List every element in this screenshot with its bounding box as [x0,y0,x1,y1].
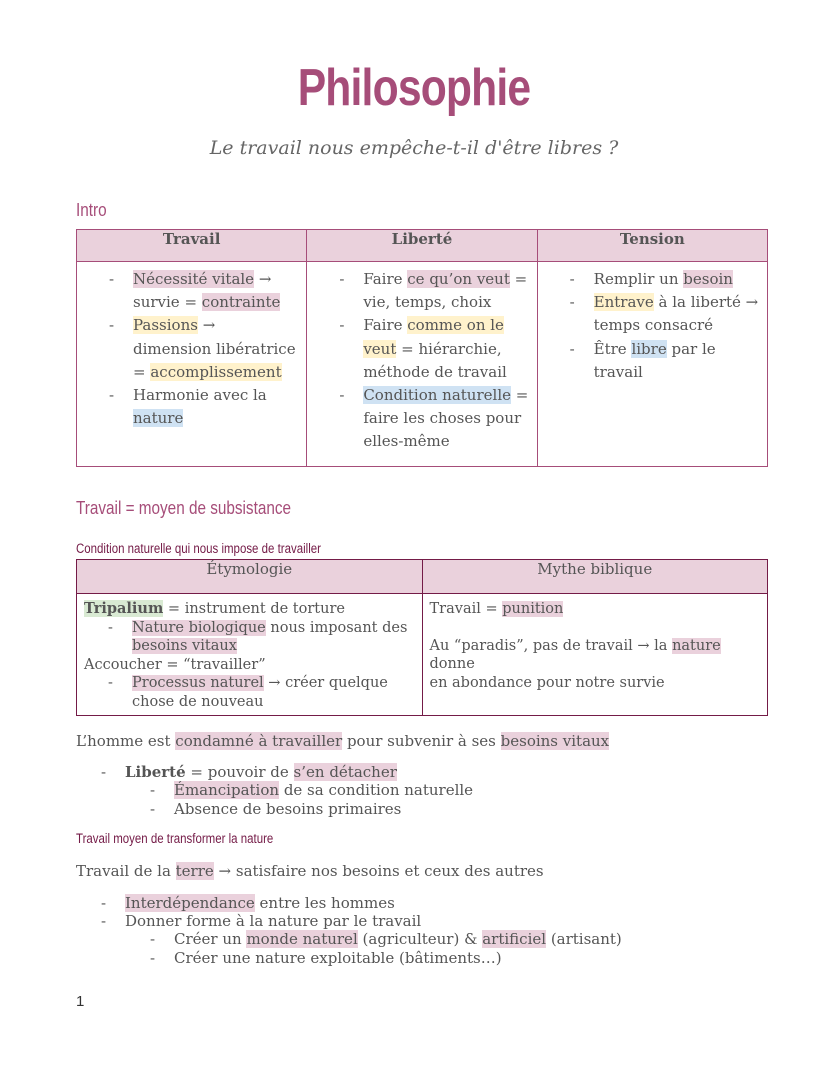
etym-text: = instrument de torture [163,601,345,617]
bullet-text: à la liberté → temps consacré [593,293,759,335]
intro-cell-liberte [307,262,537,467]
page-number: 1 [76,993,85,1010]
intro-bullet-item [315,268,528,314]
sub-bullet: - Émancipation de sa condition naturelle [150,781,474,799]
bullet-highlight: Émancipation [174,781,280,799]
intro-cell-travail [77,262,307,467]
myth-text: donne [429,656,475,672]
sub-bullet: - Créer un monde naturel (agriculteur) & artificiel (artisant) [150,930,622,948]
intro-col-header: Tension [537,230,767,262]
bullet-text: Faire [363,316,408,335]
bullet-highlight: Interdépendance [125,894,255,912]
intro-bullet-item [546,268,759,291]
myth-line [430,600,761,619]
intro-bullet-item [546,291,759,337]
intro-col-header: Liberté [307,230,537,262]
highlighted-term: Passions [133,316,198,335]
highlighted-term: Entrave [593,293,654,312]
para-highlight: besoins vitaux [500,732,610,750]
myth-highlight: nature [672,637,721,654]
etym-highlight: Nature biologique [132,619,266,636]
para-text: Travail de la [76,862,176,880]
sub-bullet: - Absence de besoins primaires [150,800,402,818]
bullet-liberte: - Liberté = pouvoir de s’en détacher [101,763,397,781]
highlighted-term: Condition naturelle [363,386,511,405]
bullet-text: = pouvoir de [185,763,294,781]
intro-bullet-item [85,268,298,314]
etymology-table [76,559,768,716]
bullet-text: = hiérarchie, méthode de travail [363,339,507,381]
bullet-text: Donner forme à la nature par le travail [125,912,422,930]
etymology-cell [77,594,423,716]
myth-cell [422,594,768,716]
tripalium-term: Tripalium [84,600,164,617]
etym-text: → créer quelque [263,675,388,691]
bullet-highlight: monde naturel [246,930,358,948]
etym-line [84,600,415,619]
etym-highlight: Processus naturel [132,675,264,691]
paragraph-condamne [76,732,609,750]
highlighted-term: Nécessité vitale [133,270,255,288]
para-highlight: terre [175,862,214,880]
highlighted-term: comme on le veut [363,316,504,358]
etym-line: Accoucher = “travailler” [84,656,266,673]
highlighted-term: accomplissement [150,362,282,381]
bullet-text: = vie, temps, choix [363,270,528,312]
etym-text: chose de nouveau [132,693,264,710]
para-highlight: condamné à travailler [175,732,343,750]
intro-bullet-item [85,314,298,384]
myth-header: Mythe biblique [422,560,768,594]
highlighted-term: contrainte [201,293,281,312]
bullet-text: entre les hommes [254,894,395,912]
bullet-highlight: s’en détacher [293,763,397,781]
intro-bullet-item [315,384,528,454]
etym-bullet [84,619,415,656]
page-subtitle: Le travail nous empêche-t-il d'être libres ? [209,137,619,159]
bullet-text: Être [593,339,632,358]
bullet-text: Harmonie avec la [133,386,267,405]
liberte-term: Liberté [125,763,186,781]
highlighted-term: ce qu’on veut [407,270,510,288]
highlighted-term: besoin [683,270,733,288]
intro-bullet-item [546,338,759,384]
subheading-transformer: Travail moyen de transformer la nature [76,831,274,846]
myth-line [430,637,761,674]
para-text: pour subvenir à ses [342,732,501,750]
bullet-donner-forme: - Donner forme à la nature par le travail [101,912,422,930]
intro-heading: Intro [76,200,107,220]
intro-col-header: Travail [77,230,307,262]
bullet-text: Faire [363,270,408,288]
bullet-text: (agriculteur) & [357,930,483,948]
highlighted-term: libre [631,339,667,358]
paragraph-terre [76,862,544,880]
bullet-text: par le travail [593,339,716,381]
section-heading-subsistance: Travail = moyen de subsistance [76,498,292,518]
etymology-header: Étymologie [77,560,423,594]
intro-bullet-item [85,384,298,430]
bullet-text: → dimension libératrice = [133,316,296,381]
bullet-text: = faire les choses pour elles-même [363,386,529,451]
myth-highlight: punition [502,601,564,617]
myth-text: Travail = [429,601,503,617]
page-title: Philosophie [297,59,531,117]
para-text: → satisfaire nos besoins et ceux des autres [213,862,544,880]
bullet-text: Créer une nature exploitable (bâtiments…) [174,949,502,967]
subheading-condition: Condition naturelle qui nous impose de travailler [76,541,321,556]
intro-bullet-item [315,314,528,384]
bullet-text: (artisant) [546,930,622,948]
etym-bullet [84,674,415,711]
bullet-highlight: artificiel [482,930,547,948]
para-text: L’homme est [76,732,176,750]
myth-line: en abondance pour notre survie [429,674,665,691]
bullet-text: Remplir un [593,270,684,288]
intro-cell-tension [537,262,767,467]
sub-bullet: - Créer une nature exploitable (bâtiments…) [150,949,502,967]
bullet-text: → survie = [133,270,272,312]
etym-text: nous imposant des [265,619,408,636]
myth-text: Au “paradis”, pas de travail → la [429,637,673,654]
bullet-text: Créer un [174,930,247,948]
highlighted-term: nature [133,409,184,428]
etym-highlight: besoins vitaux [132,638,237,654]
bullet-text: Absence de besoins primaires [174,800,402,818]
bullet-text: de sa condition naturelle [279,781,474,799]
bullet-interdependance: - Interdépendance entre les hommes [101,894,395,912]
intro-table [76,229,768,467]
